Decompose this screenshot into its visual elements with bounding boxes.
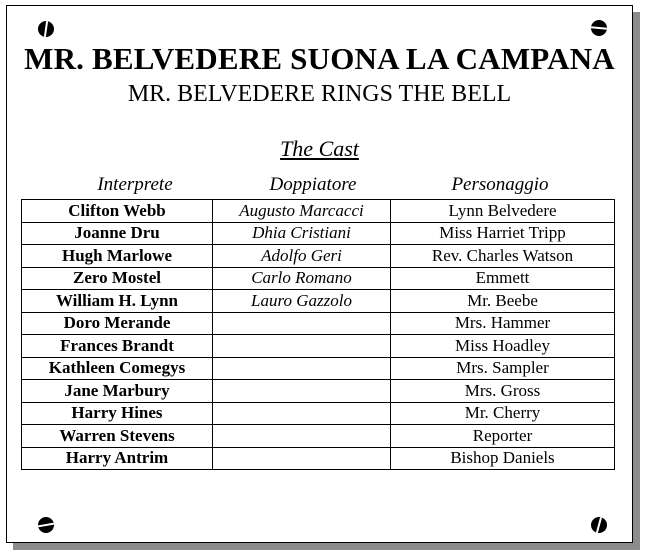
dubber-cell — [213, 312, 391, 335]
actor-cell: Jane Marbury — [22, 380, 213, 403]
actor-cell: Harry Antrim — [22, 447, 213, 470]
page-title: MR. BELVEDERE SUONA LA CAMPANA — [24, 41, 615, 76]
role-cell: Mrs. Hammer — [391, 312, 615, 335]
dubber-cell — [213, 335, 391, 358]
table-row — [22, 335, 615, 358]
dubber-cell — [213, 425, 391, 448]
dubber-cell: Dhia Cristiani — [213, 222, 391, 245]
table-row — [22, 222, 615, 245]
dubber-cell: Adolfo Geri — [213, 245, 391, 268]
actor-cell: Clifton Webb — [22, 200, 213, 223]
role-cell: Mrs. Gross — [391, 380, 615, 403]
plaque — [6, 5, 633, 543]
actor-cell: Doro Merande — [22, 312, 213, 335]
dubber-cell — [213, 380, 391, 403]
role-cell: Rev. Charles Watson — [391, 245, 615, 268]
table-row — [22, 357, 615, 380]
role-cell: Miss Hoadley — [391, 335, 615, 358]
role-cell: Mr. Beebe — [391, 290, 615, 313]
actor-cell: Warren Stevens — [22, 425, 213, 448]
actor-cell: William H. Lynn — [22, 290, 213, 313]
table-row — [22, 245, 615, 268]
table-row — [22, 425, 615, 448]
column-header-actor: Interprete — [97, 174, 173, 195]
dubber-cell: Augusto Marcacci — [213, 200, 391, 223]
cast-table — [21, 199, 615, 470]
dubber-cell — [213, 447, 391, 470]
table-row — [22, 200, 615, 223]
actor-cell: Hugh Marlowe — [22, 245, 213, 268]
dubber-cell: Carlo Romano — [213, 267, 391, 290]
actor-cell: Zero Mostel — [22, 267, 213, 290]
role-cell: Bishop Daniels — [391, 447, 615, 470]
screw-bottom-right-icon — [591, 517, 607, 533]
actor-cell: Harry Hines — [22, 402, 213, 425]
actor-cell: Joanne Dru — [22, 222, 213, 245]
dubber-cell — [213, 357, 391, 380]
table-row — [22, 267, 615, 290]
role-cell: Mrs. Sampler — [391, 357, 615, 380]
role-cell: Lynn Belvedere — [391, 200, 615, 223]
actor-cell: Frances Brandt — [22, 335, 213, 358]
screw-top-left-icon — [38, 21, 54, 37]
cast-heading: The Cast — [280, 136, 359, 161]
role-cell: Miss Harriet Tripp — [391, 222, 615, 245]
actor-cell: Kathleen Comegys — [22, 357, 213, 380]
column-header-dubber: Doppiatore — [269, 174, 357, 195]
column-header-role: Personaggio — [451, 174, 549, 195]
dubber-cell — [213, 402, 391, 425]
screw-top-right-icon — [591, 20, 607, 36]
table-row — [22, 380, 615, 403]
role-cell: Emmett — [391, 267, 615, 290]
role-cell: Reporter — [391, 425, 615, 448]
table-row — [22, 402, 615, 425]
screw-bottom-left-icon — [38, 517, 54, 533]
page-subtitle: MR. BELVEDERE RINGS THE BELL — [127, 81, 512, 107]
table-row — [22, 447, 615, 470]
dubber-cell: Lauro Gazzolo — [213, 290, 391, 313]
table-row — [22, 290, 615, 313]
table-row — [22, 312, 615, 335]
role-cell: Mr. Cherry — [391, 402, 615, 425]
